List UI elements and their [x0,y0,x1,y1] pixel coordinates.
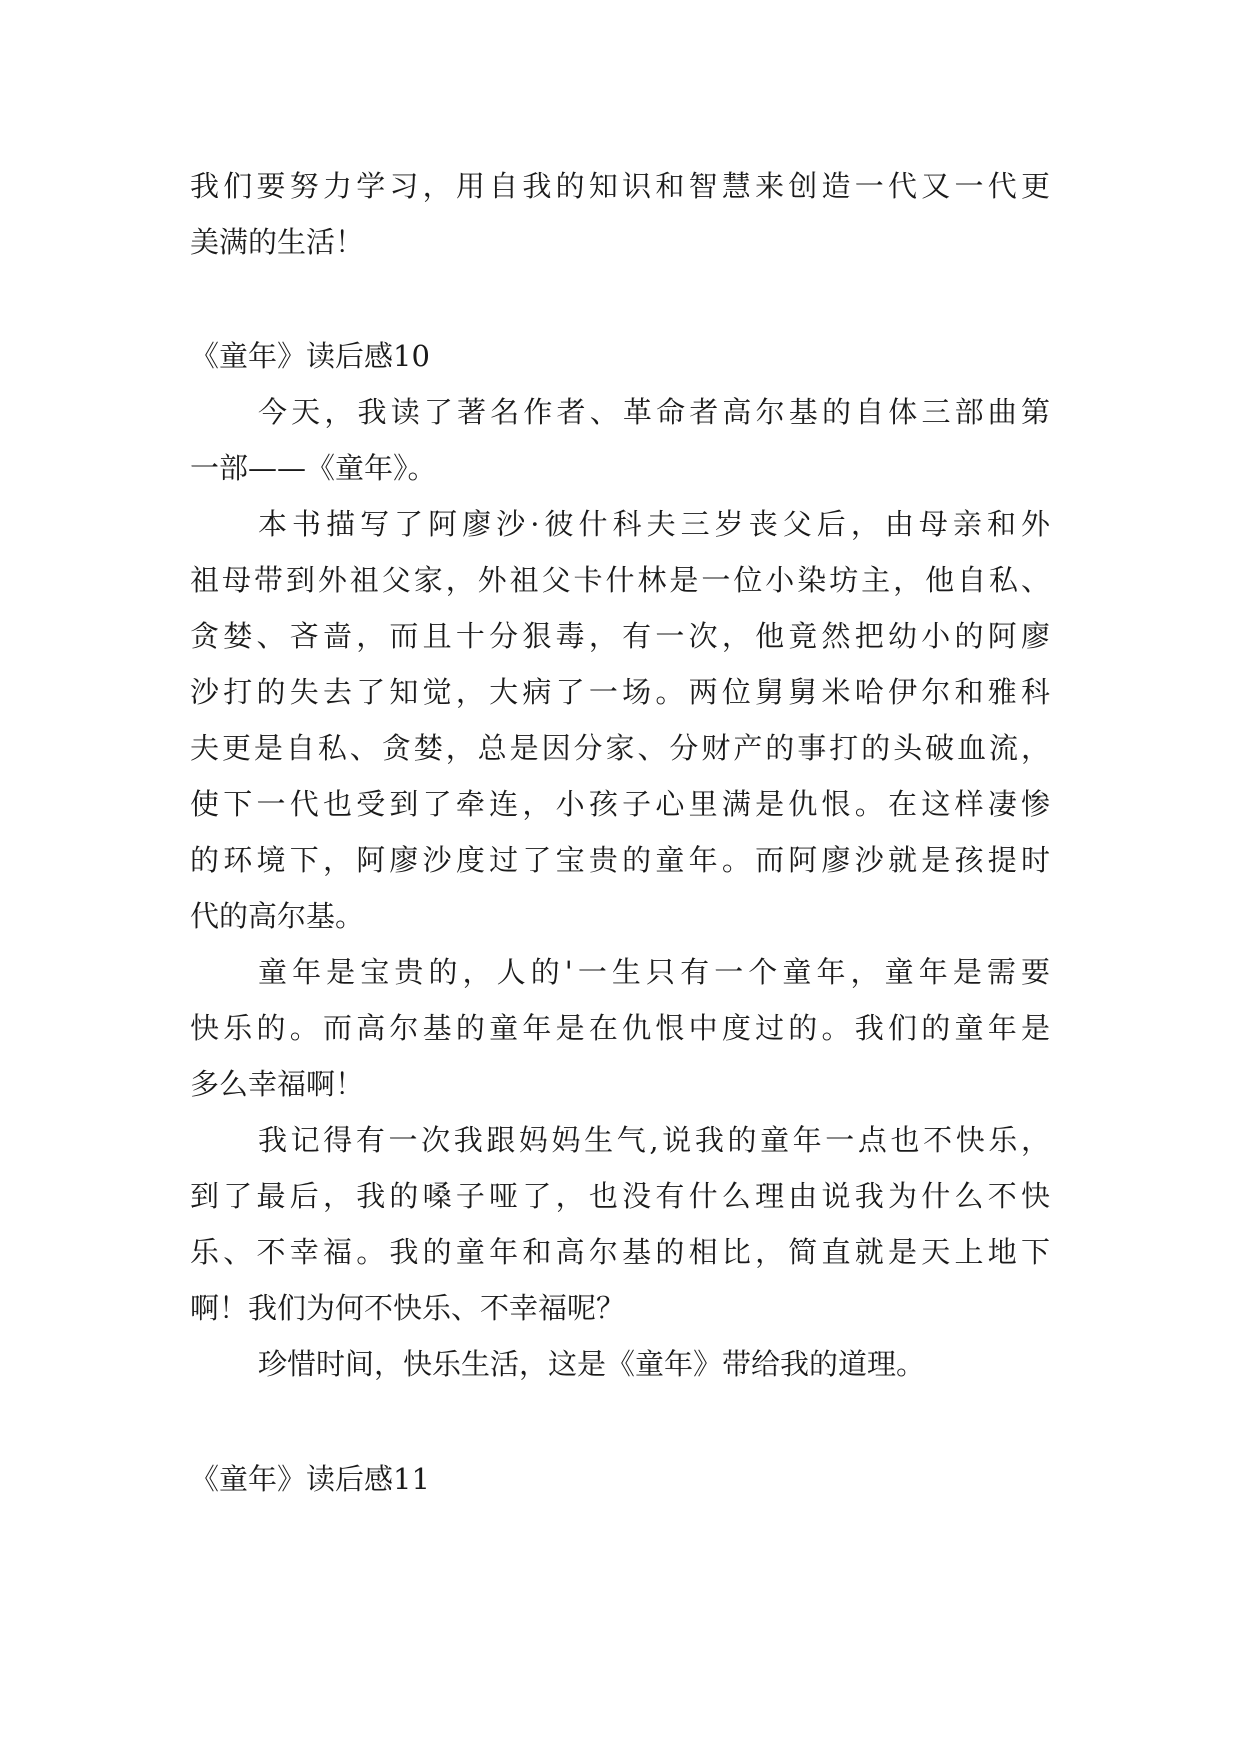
body-line: 我们要努力学习，用自我的知识和智慧来创造一代又一代更 [190,169,1050,203]
section-heading: 《童年》读后感10 [190,339,430,373]
body-line: 珍惜时间，快乐生活，这是《童年》带给我的道理。 [258,1347,926,1381]
body-line: 一部——《童年》。 [190,451,437,485]
body-line: 贪婪、吝啬，而且十分狠毒，有一次，他竟然把幼小的阿廖 [190,619,1050,653]
body-line: 美满的生活！ [190,225,365,259]
body-line: 童年是宝贵的，人的'一生只有一个童年，童年是需要 [258,955,1050,989]
body-line: 到了最后，我的嗓子哑了，也没有什么理由说我为什么不快 [190,1179,1050,1213]
body-line: 乐、不幸福。我的童年和高尔基的相比，简直就是天上地下 [190,1235,1050,1269]
body-line: 今天，我读了著名作者、革命者高尔基的自体三部曲第 [258,395,1050,429]
body-line: 本书描写了阿廖沙·彼什科夫三岁丧父后，由母亲和外 [258,507,1050,541]
body-line: 代的高尔基。 [190,899,365,933]
body-line: 祖母带到外祖父家，外祖父卡什林是一位小染坊主，他自私、 [190,563,1050,597]
body-line: 的环境下，阿廖沙度过了宝贵的童年。而阿廖沙就是孩提时 [190,843,1050,877]
body-line: 多么幸福啊！ [190,1067,365,1101]
body-line: 快乐的。而高尔基的童年是在仇恨中度过的。我们的童年是 [190,1011,1050,1045]
body-line: 我记得有一次我跟妈妈生气,说我的童年一点也不快乐， [258,1123,1050,1157]
body-line: 沙打的失去了知觉，大病了一场。两位舅舅米哈伊尔和雅科 [190,675,1050,709]
section-heading: 《童年》读后感11 [190,1462,430,1496]
body-line: 啊！我们为何不快乐、不幸福呢？ [190,1291,626,1325]
body-line: 夫更是自私、贪婪，总是因分家、分财产的事打的头破血流， [190,731,1050,765]
body-line: 使下一代也受到了牵连，小孩子心里满是仇恨。在这样凄惨 [190,787,1050,821]
